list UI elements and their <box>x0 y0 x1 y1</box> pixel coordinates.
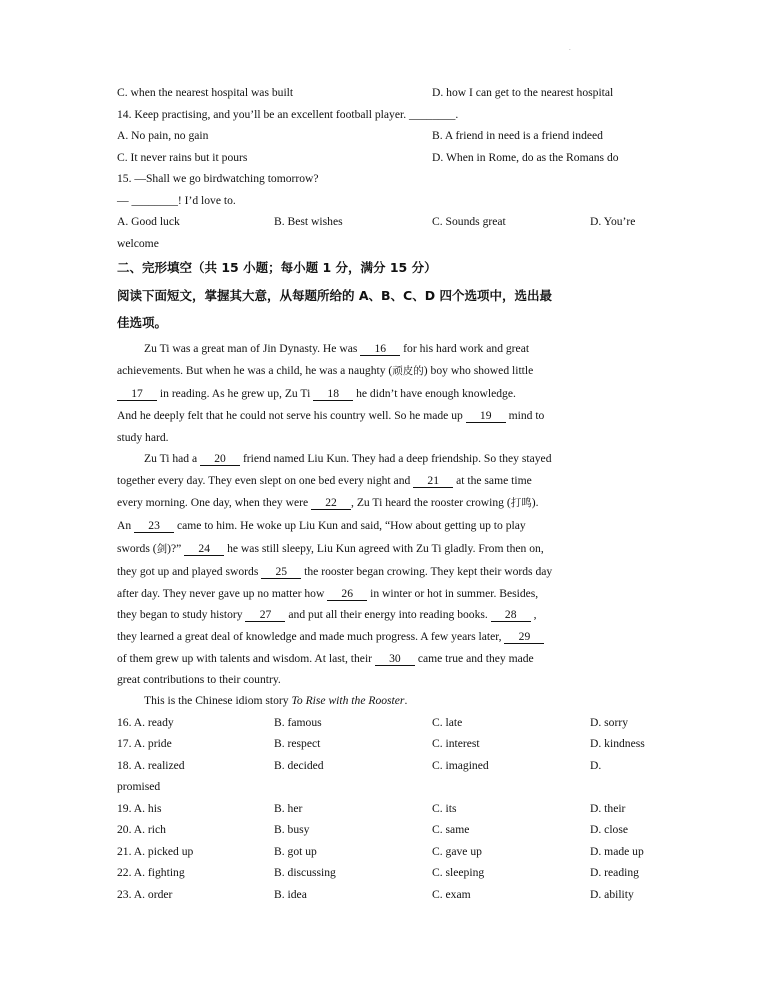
q14-options-row-2 <box>117 150 662 166</box>
section-instruction-2: 佳选项。 <box>117 315 168 330</box>
q15-options-row <box>117 214 662 230</box>
blank-20: 20 <box>200 452 240 466</box>
passage-line: they got up and played swords 25 the rooster began crowing. They kept their words day <box>117 565 553 578</box>
blank-23: 23 <box>134 519 174 533</box>
option-d: D. When in Rome, do as the Romans do <box>432 151 619 164</box>
blank-25: 25 <box>261 565 301 579</box>
passage-line: Zu Ti was a great man of Jin Dynasty. He was 16 for his hard work and great <box>144 342 530 355</box>
passage-line: of them grew up with talents and wisdom. At last, their 30 came true and they made <box>117 652 534 665</box>
blank-18: 18 <box>313 387 353 401</box>
option-b: B. A friend in need is a friend indeed <box>432 129 603 142</box>
options-row-17: 17. A. pride B. respect C. interest D. kindness <box>117 737 645 750</box>
options-row-21: 21. A. picked up B. got up C. gave up D. made up <box>117 845 644 858</box>
blank-16: 16 <box>360 342 400 356</box>
question-14-stem: 14. Keep practising, and you’ll be an excellent football player. ________. <box>117 108 459 121</box>
page-mark: . <box>569 44 571 52</box>
blank-27: 27 <box>245 608 285 622</box>
passage-line: together every day. They even slept on one bed every night and 21 at the same time <box>117 474 532 487</box>
blank-22: 22 <box>311 496 351 510</box>
passage-line: An 23 came to him. He woke up Liu Kun and said, “How about getting up to play <box>117 519 526 532</box>
option-d-wrap: promised <box>117 780 161 793</box>
option-c: C. when the nearest hospital was built <box>117 86 294 99</box>
option-c: C. It never rains but it pours <box>117 151 248 164</box>
options-row-22: 22. A. fighting B. discussing C. sleeping D. reading <box>117 866 639 879</box>
blank-17: 17 <box>117 387 157 401</box>
passage-line: they learned a great deal of knowledge and made much progress. A few years later, 29 <box>117 629 544 645</box>
option-a: A. Good luck <box>117 215 180 228</box>
passage-line: And he deeply felt that he could not serve his country well. So he made up 19 mind to <box>117 409 545 422</box>
options-row-23: 23. A. order B. idea C. exam D. ability <box>117 888 634 901</box>
blank-30: 30 <box>375 652 415 666</box>
section-instruction-1: 阅读下面短文，掌握其大意，从每题所给的 A、B、C、D 四个选项中，选出最 <box>117 288 552 303</box>
question-15-reply: — ________! I’d love to. <box>117 194 236 207</box>
passage-line: Zu Ti had a 20 friend named Liu Kun. They had a deep friendship. So they stayed <box>144 452 552 465</box>
blank-29: 29 <box>504 630 544 644</box>
passage-closing-line: This is the Chinese idiom story To Rise with the Rooster. <box>144 694 408 707</box>
options-row-19: 19. A. his B. her C. its D. their <box>117 802 626 815</box>
options-row-16: 16. A. ready B. famous C. late D. sorry <box>117 716 628 729</box>
passage-line: great contributions to their country. <box>117 673 281 686</box>
passage-line: achievements. But when he was a child, he was a naughty (顽皮的) boy who showed little <box>117 364 534 377</box>
option-c: C. Sounds great <box>432 215 506 228</box>
options-row-20: 20. A. rich B. busy C. same D. close <box>117 823 628 836</box>
q14-options-row-1 <box>117 128 662 144</box>
blank-26: 26 <box>327 587 367 601</box>
option-d: D. You’re <box>590 215 636 228</box>
blank-21: 21 <box>413 474 453 488</box>
passage-line: they began to study history 27 and put all their energy into reading books. 28 , <box>117 608 537 621</box>
blank-19: 19 <box>466 409 506 423</box>
section-heading: 二、完形填空（共 15 小题；每小题 1 分，满分 15 分） <box>117 260 437 275</box>
blank-28: 28 <box>491 608 531 622</box>
passage-line: study hard. <box>117 431 169 444</box>
option-d-wrap: welcome <box>117 237 159 250</box>
question-15-stem: 15. —Shall we go birdwatching tomorrow? <box>117 172 319 185</box>
q13-options-row <box>117 85 662 101</box>
option-d: D. how I can get to the nearest hospital <box>432 86 614 99</box>
blank-24: 24 <box>184 542 224 556</box>
passage-line: every morning. One day, when they were 22 , Zu Ti heard the rooster crowing (打鸣). <box>117 496 539 509</box>
options-row-18: 18. A. realized B. decided C. imagined D. <box>117 759 602 772</box>
option-b: B. Best wishes <box>274 215 343 228</box>
passage-line: 17 in reading. As he grew up, Zu Ti 18 he didn’t have enough knowledge. <box>117 386 516 402</box>
passage-line: swords (剑)?” 24 he was still sleepy, Liu Kun agreed with Zu Ti gladly. From then on, <box>117 542 544 555</box>
option-a: A. No pain, no gain <box>117 129 209 142</box>
idiom-title: To Rise with the Rooster <box>291 694 405 707</box>
passage-line: after day. They never gave up no matter how 26 in winter or hot in summer. Besides, <box>117 587 539 600</box>
